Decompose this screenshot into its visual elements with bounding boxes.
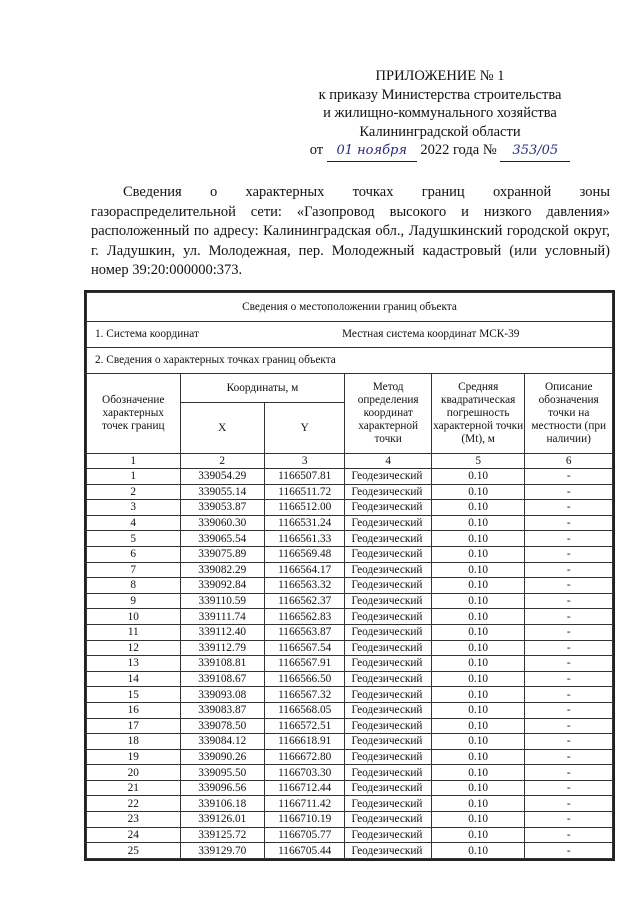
description-cell: - bbox=[525, 609, 613, 625]
method-cell: Геодезический bbox=[345, 609, 431, 625]
x-coordinate-cell: 339112.40 bbox=[180, 624, 264, 640]
x-coordinate-cell: 339129.70 bbox=[180, 843, 264, 859]
table-row bbox=[87, 624, 613, 640]
description-cell: - bbox=[525, 796, 613, 812]
boundary-table-frame bbox=[84, 290, 615, 861]
description-cell: - bbox=[525, 484, 613, 500]
method-cell: Геодезический bbox=[345, 578, 431, 594]
error-cell: 0.10 bbox=[431, 484, 525, 500]
column-number: 6 bbox=[525, 454, 613, 469]
table-row bbox=[87, 749, 613, 765]
boundary-points-table bbox=[86, 292, 613, 859]
point-number-cell: 3 bbox=[87, 500, 181, 516]
error-cell: 0.10 bbox=[431, 796, 525, 812]
point-number-cell: 18 bbox=[87, 734, 181, 750]
y-coordinate-cell: 1166531.24 bbox=[264, 515, 344, 531]
year-text: 2022 года № bbox=[420, 142, 497, 158]
method-cell: Геодезический bbox=[345, 469, 431, 485]
method-cell: Геодезический bbox=[345, 718, 431, 734]
y-coordinate-cell: 1166569.48 bbox=[264, 546, 344, 562]
description-cell: - bbox=[525, 562, 613, 578]
description-cell: - bbox=[525, 671, 613, 687]
point-number-cell: 25 bbox=[87, 843, 181, 859]
x-coordinate-cell: 339093.08 bbox=[180, 687, 264, 703]
intro-paragraph: Сведения о характерных точках границ охранной зоны газораспределительной сети: «Газопровод высокого и низкого давления» расположенный по адресу: Калининградская обл., Ладушкинский городской округ, г. Ладушкин, ул. Молодежная, пер. Молодежный кадастровый (или условный) номер 39:20:000000:373. bbox=[91, 184, 610, 278]
point-number-cell: 7 bbox=[87, 562, 181, 578]
x-coordinate-cell: 339075.89 bbox=[180, 546, 264, 562]
x-coordinate-cell: 339112.79 bbox=[180, 640, 264, 656]
x-coordinate-cell: 339083.87 bbox=[180, 702, 264, 718]
table-row bbox=[87, 562, 613, 578]
point-number-cell: 24 bbox=[87, 827, 181, 843]
table-row bbox=[87, 780, 613, 796]
method-cell: Геодезический bbox=[345, 546, 431, 562]
description-cell: - bbox=[525, 624, 613, 640]
error-cell: 0.10 bbox=[431, 656, 525, 672]
description-cell: - bbox=[525, 687, 613, 703]
description-cell: - bbox=[525, 827, 613, 843]
header-description: Описание обозначения точки на местности (при наличии) bbox=[525, 374, 613, 454]
error-cell: 0.10 bbox=[431, 578, 525, 594]
method-cell: Геодезический bbox=[345, 640, 431, 656]
table-row bbox=[87, 765, 613, 781]
description-cell: - bbox=[525, 500, 613, 516]
table-title: Сведения о местоположении границ объекта bbox=[87, 293, 613, 322]
point-number-cell: 1 bbox=[87, 469, 181, 485]
description-cell: - bbox=[525, 702, 613, 718]
error-cell: 0.10 bbox=[431, 515, 525, 531]
point-number-cell: 19 bbox=[87, 749, 181, 765]
description-cell: - bbox=[525, 734, 613, 750]
point-number-cell: 20 bbox=[87, 765, 181, 781]
error-cell: 0.10 bbox=[431, 562, 525, 578]
y-coordinate-cell: 1166563.32 bbox=[264, 578, 344, 594]
y-coordinate-cell: 1166564.17 bbox=[264, 562, 344, 578]
x-coordinate-cell: 339090.26 bbox=[180, 749, 264, 765]
x-coordinate-cell: 339125.72 bbox=[180, 827, 264, 843]
error-cell: 0.10 bbox=[431, 546, 525, 562]
coordinate-system-label: 1. Система координат bbox=[95, 328, 199, 340]
handwritten-order-number: 353/05 bbox=[500, 142, 570, 162]
description-cell: - bbox=[525, 656, 613, 672]
method-cell: Геодезический bbox=[345, 500, 431, 516]
error-cell: 0.10 bbox=[431, 593, 525, 609]
description-cell: - bbox=[525, 546, 613, 562]
error-cell: 0.10 bbox=[431, 827, 525, 843]
header-method: Метод определения координат характерной точки bbox=[345, 374, 431, 454]
y-coordinate-cell: 1166562.37 bbox=[264, 593, 344, 609]
point-number-cell: 5 bbox=[87, 531, 181, 547]
method-cell: Геодезический bbox=[345, 531, 431, 547]
description-cell: - bbox=[525, 578, 613, 594]
point-number-cell: 8 bbox=[87, 578, 181, 594]
y-coordinate-cell: 1166618.91 bbox=[264, 734, 344, 750]
method-cell: Геодезический bbox=[345, 827, 431, 843]
y-coordinate-cell: 1166710.19 bbox=[264, 812, 344, 828]
column-number: 3 bbox=[264, 454, 344, 469]
error-cell: 0.10 bbox=[431, 624, 525, 640]
coordinate-system-value: Местная система координат МСК-39 bbox=[342, 328, 520, 340]
point-number-cell: 9 bbox=[87, 593, 181, 609]
point-number-cell: 12 bbox=[87, 640, 181, 656]
table-row bbox=[87, 500, 613, 516]
x-coordinate-cell: 339053.87 bbox=[180, 500, 264, 516]
point-number-cell: 22 bbox=[87, 796, 181, 812]
error-cell: 0.10 bbox=[431, 671, 525, 687]
table-row bbox=[87, 671, 613, 687]
x-coordinate-cell: 339078.50 bbox=[180, 718, 264, 734]
table-row bbox=[87, 687, 613, 703]
table-row bbox=[87, 593, 613, 609]
column-number: 1 bbox=[87, 454, 181, 469]
table-row bbox=[87, 546, 613, 562]
error-cell: 0.10 bbox=[431, 780, 525, 796]
error-cell: 0.10 bbox=[431, 718, 525, 734]
description-cell: - bbox=[525, 780, 613, 796]
x-coordinate-cell: 339096.56 bbox=[180, 780, 264, 796]
method-cell: Геодезический bbox=[345, 515, 431, 531]
table-row bbox=[87, 734, 613, 750]
order-line-3: Калининградской области bbox=[359, 123, 521, 140]
table-row bbox=[87, 578, 613, 594]
handwritten-date: 01 ноября bbox=[327, 142, 417, 162]
description-cell: - bbox=[525, 515, 613, 531]
point-number-cell: 14 bbox=[87, 671, 181, 687]
table-row bbox=[87, 609, 613, 625]
column-number: 2 bbox=[180, 454, 264, 469]
point-number-cell: 11 bbox=[87, 624, 181, 640]
description-cell: - bbox=[525, 593, 613, 609]
table-row bbox=[87, 515, 613, 531]
x-coordinate-cell: 339110.59 bbox=[180, 593, 264, 609]
header-y: Y bbox=[264, 403, 344, 454]
y-coordinate-cell: 1166572.51 bbox=[264, 718, 344, 734]
y-coordinate-cell: 1166562.83 bbox=[264, 609, 344, 625]
table-row bbox=[87, 656, 613, 672]
x-coordinate-cell: 339111.74 bbox=[180, 609, 264, 625]
table-row bbox=[87, 812, 613, 828]
error-cell: 0.10 bbox=[431, 500, 525, 516]
point-number-cell: 6 bbox=[87, 546, 181, 562]
method-cell: Геодезический bbox=[345, 656, 431, 672]
table-row bbox=[87, 702, 613, 718]
point-number-cell: 15 bbox=[87, 687, 181, 703]
method-cell: Геодезический bbox=[345, 812, 431, 828]
method-cell: Геодезический bbox=[345, 796, 431, 812]
description-cell: - bbox=[525, 640, 613, 656]
x-coordinate-cell: 339082.29 bbox=[180, 562, 264, 578]
x-coordinate-cell: 339055.14 bbox=[180, 484, 264, 500]
method-cell: Геодезический bbox=[345, 765, 431, 781]
point-number-cell: 23 bbox=[87, 812, 181, 828]
order-line-1: к приказу Министерства строительства bbox=[318, 86, 562, 103]
header-x: X bbox=[180, 403, 264, 454]
error-cell: 0.10 bbox=[431, 469, 525, 485]
appendix-title: ПРИЛОЖЕНИЕ № 1 bbox=[375, 68, 505, 84]
method-cell: Геодезический bbox=[345, 749, 431, 765]
date-prefix: от bbox=[309, 142, 324, 158]
x-coordinate-cell: 339060.30 bbox=[180, 515, 264, 531]
error-cell: 0.10 bbox=[431, 687, 525, 703]
table-row bbox=[87, 718, 613, 734]
description-cell: - bbox=[525, 812, 613, 828]
description-cell: - bbox=[525, 531, 613, 547]
description-cell: - bbox=[525, 749, 613, 765]
table-row bbox=[87, 640, 613, 656]
method-cell: Геодезический bbox=[345, 484, 431, 500]
x-coordinate-cell: 339065.54 bbox=[180, 531, 264, 547]
error-cell: 0.10 bbox=[431, 843, 525, 859]
error-cell: 0.10 bbox=[431, 640, 525, 656]
point-number-cell: 21 bbox=[87, 780, 181, 796]
table-row bbox=[87, 531, 613, 547]
x-coordinate-cell: 339092.84 bbox=[180, 578, 264, 594]
y-coordinate-cell: 1166567.91 bbox=[264, 656, 344, 672]
point-number-cell: 13 bbox=[87, 656, 181, 672]
method-cell: Геодезический bbox=[345, 671, 431, 687]
y-coordinate-cell: 1166567.54 bbox=[264, 640, 344, 656]
error-cell: 0.10 bbox=[431, 702, 525, 718]
order-date-line bbox=[270, 141, 610, 162]
y-coordinate-cell: 1166561.33 bbox=[264, 531, 344, 547]
y-coordinate-cell: 1166566.50 bbox=[264, 671, 344, 687]
header-mean-error: Средняя квадратическая погрешность характерной точки (Mt), м bbox=[431, 374, 525, 454]
method-cell: Геодезический bbox=[345, 593, 431, 609]
method-cell: Геодезический bbox=[345, 702, 431, 718]
description-cell: - bbox=[525, 765, 613, 781]
document-header bbox=[270, 67, 610, 162]
table-row bbox=[87, 843, 613, 859]
y-coordinate-cell: 1166507.81 bbox=[264, 469, 344, 485]
y-coordinate-cell: 1166672.80 bbox=[264, 749, 344, 765]
table-row bbox=[87, 827, 613, 843]
x-coordinate-cell: 339108.67 bbox=[180, 671, 264, 687]
y-coordinate-cell: 1166511.72 bbox=[264, 484, 344, 500]
error-cell: 0.10 bbox=[431, 609, 525, 625]
point-number-cell: 17 bbox=[87, 718, 181, 734]
coordinate-system-row bbox=[87, 322, 613, 348]
y-coordinate-cell: 1166563.87 bbox=[264, 624, 344, 640]
y-coordinate-cell: 1166705.44 bbox=[264, 843, 344, 859]
x-coordinate-cell: 339108.81 bbox=[180, 656, 264, 672]
table-row bbox=[87, 469, 613, 485]
error-cell: 0.10 bbox=[431, 749, 525, 765]
section-2-heading: 2. Сведения о характерных точках границ объекта bbox=[87, 348, 613, 374]
column-number: 5 bbox=[431, 454, 525, 469]
header-coordinates: Координаты, м bbox=[180, 374, 345, 403]
method-cell: Геодезический bbox=[345, 624, 431, 640]
y-coordinate-cell: 1166568.05 bbox=[264, 702, 344, 718]
table-body bbox=[87, 293, 613, 859]
error-cell: 0.10 bbox=[431, 734, 525, 750]
header-point-designation: Обозначение характерных точек границ bbox=[87, 374, 181, 454]
point-number-cell: 2 bbox=[87, 484, 181, 500]
x-coordinate-cell: 339095.50 bbox=[180, 765, 264, 781]
method-cell: Геодезический bbox=[345, 780, 431, 796]
description-cell: - bbox=[525, 843, 613, 859]
error-cell: 0.10 bbox=[431, 765, 525, 781]
x-coordinate-cell: 339106.18 bbox=[180, 796, 264, 812]
point-number-cell: 4 bbox=[87, 515, 181, 531]
point-number-cell: 10 bbox=[87, 609, 181, 625]
y-coordinate-cell: 1166703.30 bbox=[264, 765, 344, 781]
method-cell: Геодезический bbox=[345, 734, 431, 750]
method-cell: Геодезический bbox=[345, 687, 431, 703]
y-coordinate-cell: 1166567.32 bbox=[264, 687, 344, 703]
x-coordinate-cell: 339054.29 bbox=[180, 469, 264, 485]
description-cell: - bbox=[525, 469, 613, 485]
y-coordinate-cell: 1166512.00 bbox=[264, 500, 344, 516]
column-number: 4 bbox=[345, 454, 431, 469]
order-line-2: и жилищно-коммунального хозяйства bbox=[323, 105, 557, 121]
y-coordinate-cell: 1166711.42 bbox=[264, 796, 344, 812]
point-number-cell: 16 bbox=[87, 702, 181, 718]
error-cell: 0.10 bbox=[431, 531, 525, 547]
error-cell: 0.10 bbox=[431, 812, 525, 828]
method-cell: Геодезический bbox=[345, 562, 431, 578]
method-cell: Геодезический bbox=[345, 843, 431, 859]
table-row bbox=[87, 484, 613, 500]
x-coordinate-cell: 339126.01 bbox=[180, 812, 264, 828]
y-coordinate-cell: 1166705.77 bbox=[264, 827, 344, 843]
x-coordinate-cell: 339084.12 bbox=[180, 734, 264, 750]
y-coordinate-cell: 1166712.44 bbox=[264, 780, 344, 796]
description-cell: - bbox=[525, 718, 613, 734]
table-row bbox=[87, 796, 613, 812]
